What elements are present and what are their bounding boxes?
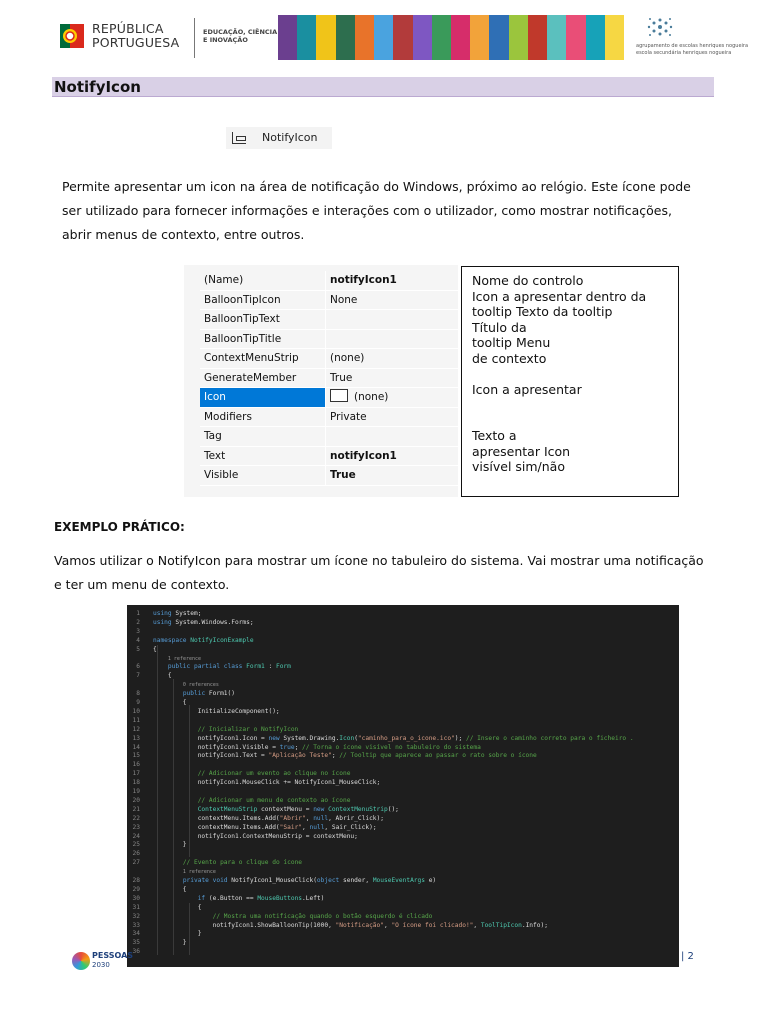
code-text: notifyIcon1.ShowBalloonTip(1000, "Notificação", "O ícone foi clicado!", ToolTipIcon.Info); xyxy=(153,921,548,929)
line-number: 6 xyxy=(136,663,140,671)
line-number: 15 xyxy=(132,752,140,760)
ministry-label xyxy=(203,28,277,44)
property-value[interactable]: notifyIcon1 xyxy=(330,449,397,462)
property-name: Icon xyxy=(200,388,326,407)
line-number: 28 xyxy=(132,877,140,884)
property-value[interactable] xyxy=(327,388,458,407)
line-number: 3 xyxy=(136,627,140,635)
code-text: 0 references xyxy=(182,682,219,689)
code-line xyxy=(127,877,679,885)
property-name: BalloonTipTitle xyxy=(200,330,326,349)
property-value[interactable]: notifyIcon1 xyxy=(330,274,397,286)
color-stripe xyxy=(509,15,528,60)
code-line xyxy=(127,815,679,823)
code-line xyxy=(127,788,679,796)
color-stripe xyxy=(489,15,508,60)
code-text: notifyIcon1.MouseClick += NotifyIcon1_MouseClick; xyxy=(153,779,381,787)
color-stripe xyxy=(336,15,355,60)
code-line xyxy=(127,717,679,725)
line-number: 16 xyxy=(132,761,140,769)
line-number: 30 xyxy=(132,894,140,902)
code-text: InitializeComponent(); xyxy=(153,707,280,715)
line-number: 21 xyxy=(132,805,140,813)
property-value[interactable]: Private xyxy=(330,410,367,423)
line-number: 34 xyxy=(132,930,140,938)
line-number: 26 xyxy=(132,850,140,858)
color-stripe xyxy=(586,15,605,60)
code-line xyxy=(127,922,679,930)
color-stripe xyxy=(547,15,566,60)
pessoas-2030-logo xyxy=(72,950,132,972)
code-text: // Evento para o clique do ícone xyxy=(182,859,303,867)
code-text: notifyIcon1.ContextMenuStrip = contextMenu; xyxy=(153,832,358,840)
property-value[interactable] xyxy=(327,427,458,446)
page-header xyxy=(0,0,768,72)
line-number: 25 xyxy=(132,841,140,849)
property-name: ContextMenuStrip xyxy=(200,349,326,368)
code-text: // Adicionar um evento ao clique no ícone xyxy=(197,770,351,778)
code-text: // Mostra uma notificação quando o botão esquerdo é clicado xyxy=(212,912,433,920)
code-line xyxy=(127,708,679,716)
property-value[interactable]: None xyxy=(330,293,358,306)
portugal-coat-of-arms-icon xyxy=(60,20,86,52)
color-stripe xyxy=(432,15,451,60)
notifyicon-tool-icon xyxy=(232,132,246,144)
code-line xyxy=(127,930,679,938)
code-line xyxy=(127,850,679,858)
line-number: 20 xyxy=(132,796,140,804)
code-line xyxy=(127,824,679,832)
code-text: 1 reference xyxy=(167,655,202,662)
line-number: 17 xyxy=(132,770,140,778)
color-stripes-banner xyxy=(278,15,624,60)
code-text: notifyIcon1.Icon = new System.Drawing.Icon("caminho_para_o_icone.ico"); // Insere o caminho correto para o ficheiro . xyxy=(153,734,634,742)
code-line xyxy=(127,797,679,805)
code-text: namespace NotifyIconExample xyxy=(153,636,254,644)
code-line xyxy=(127,619,679,627)
code-text: private void NotifyIcon1_MouseClick(object sender, MouseEventArgs e) xyxy=(182,877,437,884)
code-text: } xyxy=(153,841,187,849)
property-value[interactable] xyxy=(327,330,458,349)
property-row[interactable] xyxy=(200,310,458,330)
property-value[interactable]: True xyxy=(330,371,353,384)
property-name: GenerateMember xyxy=(200,369,326,388)
property-row[interactable] xyxy=(200,349,458,369)
code-text: { xyxy=(153,903,202,911)
code-line xyxy=(127,752,679,760)
gov-title xyxy=(92,22,179,50)
line-number: 8 xyxy=(136,690,140,698)
section-title-bar xyxy=(52,77,714,97)
example-heading: EXEMPLO PRÁTICO: xyxy=(54,520,185,534)
header-divider xyxy=(194,18,195,58)
school-line1: agrupamento de escolas henriques nogueira xyxy=(636,43,749,49)
code-line xyxy=(127,913,679,921)
code-line xyxy=(127,939,679,947)
line-number: 4 xyxy=(136,636,140,644)
code-line xyxy=(127,744,679,752)
code-line xyxy=(127,646,679,654)
code-line xyxy=(127,859,679,867)
line-number: 36 xyxy=(132,948,140,956)
property-name: Visible xyxy=(200,466,326,485)
line-number: 31 xyxy=(132,903,140,911)
pessoas-logo-icon xyxy=(72,952,90,970)
code-line xyxy=(127,699,679,707)
line-number: 5 xyxy=(136,645,140,653)
section-title: NotifyIcon xyxy=(54,78,141,96)
gov-line1: REPÚBLICA xyxy=(92,21,164,36)
code-text: 1 reference xyxy=(182,869,216,876)
ministry-line1: EDUCAÇÃO, CIÊNCIA xyxy=(203,28,278,36)
line-number: 1 xyxy=(136,610,140,617)
line-number: 18 xyxy=(132,779,140,787)
page-number: | 2 xyxy=(681,951,694,962)
property-name: BalloonTipIcon xyxy=(200,291,326,310)
line-number: 11 xyxy=(132,716,140,724)
code-text: // Inicializar o NotifyIcon xyxy=(197,725,299,733)
color-stripe xyxy=(316,15,335,60)
gov-line2: PORTUGUESA xyxy=(92,35,180,50)
code-line xyxy=(127,779,679,787)
description-box xyxy=(461,266,679,497)
code-text: ContextMenuStrip contextMenu = new ContextMenuStrip(); xyxy=(197,805,399,813)
code-line xyxy=(127,841,679,849)
example-paragraph: Vamos utilizar o NotifyIcon para mostrar um ícone no tabuleiro do sistema. Vai mostrar uma notificação e ter um menu de contexto. xyxy=(54,553,704,592)
line-number: 33 xyxy=(132,921,140,929)
line-number: 22 xyxy=(132,814,140,822)
color-stripe xyxy=(297,15,316,60)
line-number: 9 xyxy=(136,699,140,706)
code-editor-screenshot xyxy=(127,605,679,967)
school-line2: escola secundária henriques nogueira xyxy=(636,50,732,56)
code-text: // Adicionar um menu de contexto ao ícone xyxy=(197,796,351,804)
footer-logo-line1: PESSOAS xyxy=(92,951,134,960)
code-text: if (e.Button == MouseButtons.Left) xyxy=(197,894,325,902)
toolbox-item-label: NotifyIcon xyxy=(262,131,318,144)
property-row[interactable] xyxy=(200,447,458,467)
color-stripe xyxy=(605,15,624,60)
line-number: 19 xyxy=(132,788,140,795)
icon-swatch xyxy=(330,389,348,402)
code-line xyxy=(127,628,679,636)
property-row[interactable] xyxy=(200,271,458,291)
code-line xyxy=(127,904,679,912)
code-text: { xyxy=(153,885,187,893)
color-stripe xyxy=(470,15,489,60)
line-number: 35 xyxy=(132,939,140,947)
code-text: using System; xyxy=(153,610,202,617)
property-row[interactable] xyxy=(200,408,458,428)
line-number: 2 xyxy=(136,618,140,626)
color-stripe xyxy=(278,15,297,60)
code-line xyxy=(127,770,679,778)
code-line xyxy=(127,886,679,894)
code-line xyxy=(127,681,679,689)
code-text: contextMenu.Items.Add("Abrir", null, Abrir_Click); xyxy=(153,814,384,822)
code-text: } xyxy=(153,930,202,938)
property-name: BalloonTipText xyxy=(200,310,326,329)
property-row[interactable] xyxy=(200,388,458,408)
code-line xyxy=(127,655,679,663)
code-text: contextMenu.Items.Add("Sair", null, Sair_Click); xyxy=(153,823,377,831)
code-line xyxy=(127,637,679,645)
code-line xyxy=(127,761,679,769)
code-line xyxy=(127,735,679,743)
school-logo-icon xyxy=(640,12,680,42)
property-row[interactable] xyxy=(200,369,458,389)
ministry-line2: E INOVAÇÃO xyxy=(203,36,248,44)
code-line xyxy=(127,948,679,956)
description-text: Nome do controlo Icon a apresentar dentro da tooltip Texto da tooltip Título da tooltip Menu de contexto Icon a apresentar Texto a apresentar Icon visível sim/não xyxy=(472,273,647,474)
code-text: { xyxy=(153,699,187,706)
code-text: public Form1() xyxy=(182,690,235,698)
code-line xyxy=(127,690,679,698)
color-stripe xyxy=(374,15,393,60)
properties-grid xyxy=(184,265,458,497)
property-value[interactable]: (none) xyxy=(330,352,365,364)
property-row[interactable] xyxy=(200,330,458,350)
code-text: using System.Windows.Forms; xyxy=(153,618,254,626)
property-name: Tag xyxy=(200,427,326,446)
property-name: Modifiers xyxy=(200,408,326,427)
code-line xyxy=(127,806,679,814)
property-value[interactable]: True xyxy=(330,469,356,481)
color-stripe xyxy=(451,15,470,60)
intro-paragraph: Permite apresentar um icon na área de notificação do Windows, próximo ao relógio. Este ícone pode ser utilizado para fornecer informações e interações com o utilizador, como mostrar notificações, abrir menus de contexto, entre outros. xyxy=(62,179,691,242)
color-stripe xyxy=(566,15,585,60)
line-number: 29 xyxy=(132,885,140,893)
line-number: 13 xyxy=(132,734,140,742)
code-line xyxy=(127,833,679,841)
code-text: } xyxy=(153,939,187,947)
code-text: notifyIcon1.Text = "Aplicação Teste"; // Tooltip que aparece ao passar o rato sobre o ícone xyxy=(153,752,537,760)
color-stripe xyxy=(413,15,432,60)
property-name: Text xyxy=(200,447,326,466)
footer-logo-line2: 2030 xyxy=(92,961,110,969)
line-number: 23 xyxy=(132,823,140,831)
toolbox-notifyicon-item[interactable] xyxy=(226,127,332,149)
line-number: 12 xyxy=(132,725,140,733)
school-name xyxy=(636,43,748,57)
line-number: 24 xyxy=(132,832,140,840)
code-text: { xyxy=(153,645,157,653)
line-number: 10 xyxy=(132,707,140,715)
property-value-text: (none) xyxy=(354,391,389,403)
line-number: 7 xyxy=(136,672,140,680)
code-line xyxy=(127,672,679,680)
color-stripe xyxy=(393,15,412,60)
color-stripe xyxy=(528,15,547,60)
line-number: 27 xyxy=(132,859,140,867)
line-number: 14 xyxy=(132,743,140,751)
property-name: (Name) xyxy=(200,271,326,290)
code-line xyxy=(127,610,679,618)
property-row[interactable] xyxy=(200,427,458,447)
code-line xyxy=(127,868,679,876)
code-line xyxy=(127,663,679,671)
code-text: { xyxy=(153,672,172,680)
color-stripe xyxy=(355,15,374,60)
code-text: public partial class Form1 : Form xyxy=(167,663,291,671)
property-value[interactable] xyxy=(327,310,458,329)
code-line xyxy=(127,726,679,734)
line-number: 32 xyxy=(132,912,140,920)
code-line xyxy=(127,895,679,903)
code-text: notifyIcon1.Visible = true; // Torna o ícone visível no tabuleiro do sistema xyxy=(153,743,481,751)
property-row[interactable] xyxy=(200,291,458,311)
property-row[interactable] xyxy=(200,466,458,486)
